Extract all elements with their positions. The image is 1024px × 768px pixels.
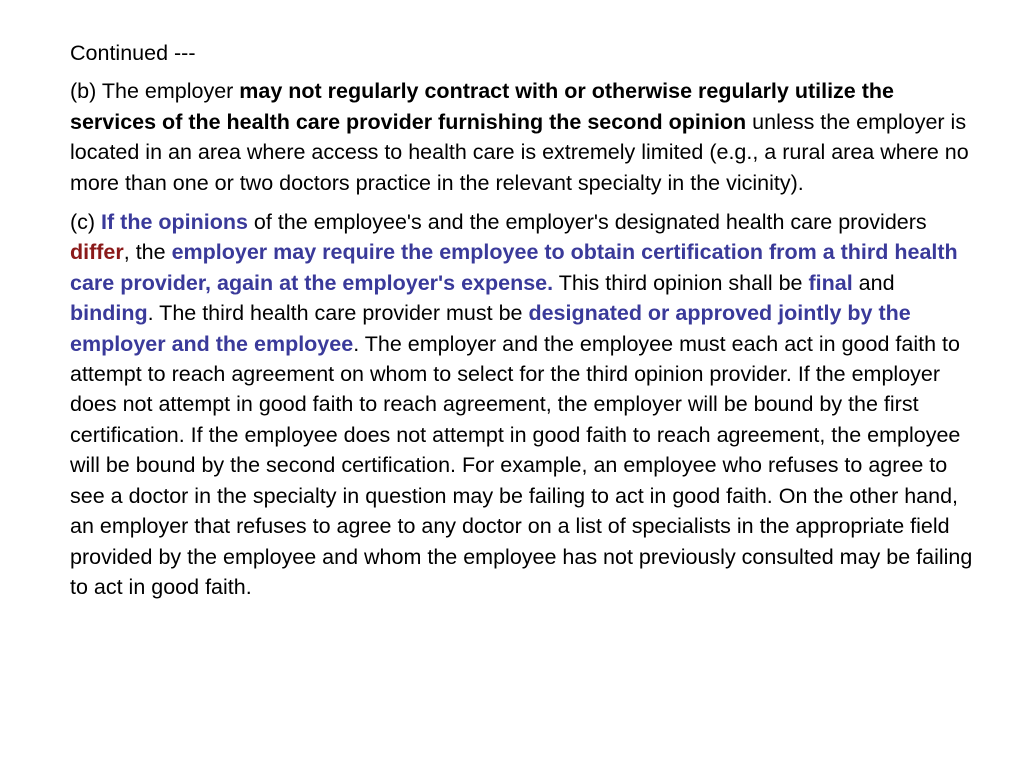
slide-body: [70, 38, 975, 611]
paragraph-c-text-5: . The third health care provider must be: [147, 301, 529, 326]
paragraph-c-label: (c): [70, 210, 102, 235]
paragraph-c-third-provider-clause: employer may require the employee to obtain certification from a third health care provider, again at the employer's expense.: [70, 240, 958, 295]
paragraph-c-jointly-clause: designated or approved jointly by the employer and the employee: [70, 301, 911, 356]
paragraph-b: [70, 76, 975, 198]
paragraph-c-text-2: , the: [123, 240, 172, 265]
continued-heading: Continued ---: [70, 41, 196, 65]
paragraph-b-bold-clause: may not regularly contract with or otherwise regularly utilize the services of the health care provider furnishing the second opinion: [70, 79, 894, 134]
paragraph-c-binding: binding: [70, 301, 148, 326]
paragraph-c-differ: differ: [70, 240, 124, 265]
paragraph-c: [70, 207, 975, 602]
paragraph-c-text-6: . The employer and the employee must each act in good faith to attempt to reach agreement on whom to select for the third opinion provider. If the employer does not attempt in good faith to reach agreement, the employer will be bound by the first certification. If the employee does not attempt in good faith to reach agreement, the employee will be bound by the second certification. For example, an employee who refuses to agree to see a doctor in the specialty in question may be failing to act in good faith. On the other hand, an employer that refuses to agree to any doctor on a list of specialists in the appropriate field provided by the employee and whom the employee has not previously consulted may be failing to act in good faith.: [70, 331, 973, 599]
paragraph-b-text-2: unless the employer is located in an area where access to health care is extremely limited (e.g., a rural area where no more than one or two doctors practice in the relevant specialty in the vicinity).: [70, 109, 969, 195]
paragraph-c-if-opinions: If the opinions: [101, 210, 248, 235]
paragraph-c-text-1: of the employee's and the employer's designated health care providers: [247, 210, 927, 235]
paragraph-b-text-1: (b) The employer: [70, 79, 240, 104]
paragraph-c-text-4: and: [852, 270, 895, 295]
paragraph-c-final: final: [808, 270, 853, 295]
paragraph-c-text-3: This third opinion shall be: [553, 270, 809, 295]
